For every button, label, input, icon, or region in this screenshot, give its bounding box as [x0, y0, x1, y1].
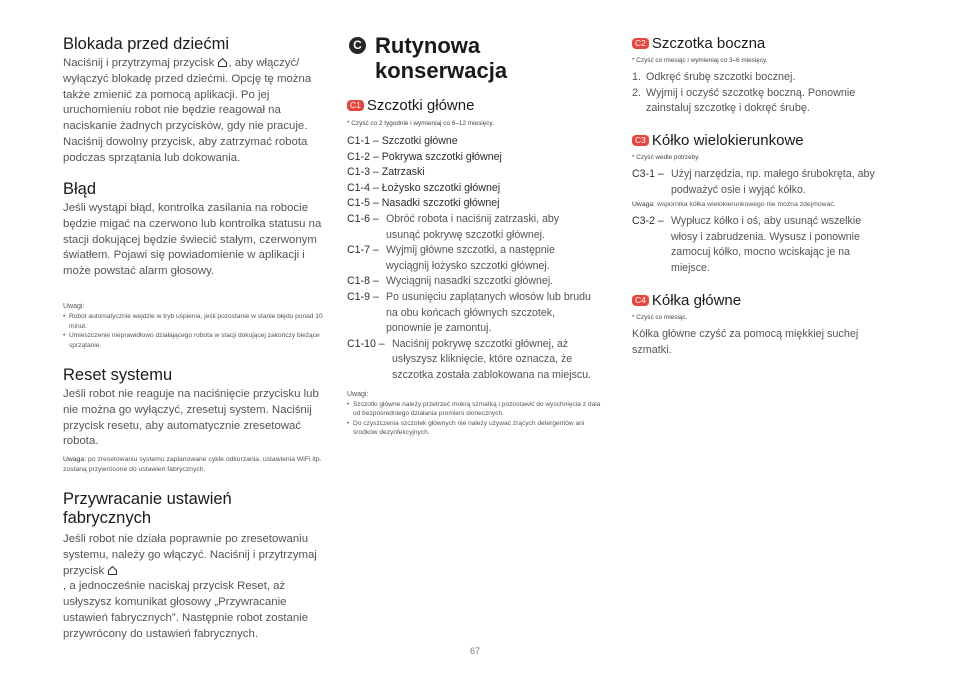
error-notes: [63, 302, 325, 350]
main-wheels-text: Kółka główne czyść za pomocą miękkiej suchej szmatki.: [632, 328, 859, 356]
main-wheels-section: [632, 292, 890, 358]
c1-badge: C1: [347, 100, 364, 111]
step-c1-7: C1-7 – Wyjmij główne szczotki, a następnie wyciągnij łożysko szczotki głównej.: [347, 244, 555, 272]
child-lock-text: Naciśnij i przytrzymaj przycisk , aby włączyć/ wyłączyć blokadę przed dziećmi. Opcję tę można także zmienić za pomocą aplikacji. Po jej uruchomieniu robot nie będzie reagował na naciskanie żadnych przycisków, gdy nie pracuje. Naciśnij dowolny przycisk, aby zatrzymać robota podczas sprzątania lub dokowania.: [63, 57, 312, 164]
main-wheels-heading: C4 Kółka główne: [632, 292, 890, 310]
side-brush-schedule: * Czyść co miesiąc i wymieniaj co 3–6 miesięcy.: [632, 57, 768, 64]
error-note: • Robot automatycznie wejdzie w tryb uśpienia, jeśli pozostanie w stanie błędu ponad 10 minut.: [63, 312, 325, 331]
part-item: C1-3 – Zatrzaski: [347, 166, 425, 179]
side-brush-section: [632, 35, 890, 117]
main-brushes-notes-label: Uwagi:: [347, 390, 369, 398]
brush-note: • Szczotki główne należy przetrzeć mokrą szmatką i pozostawić do wyschnięcia z dala od bezpośredniego działania promieni słonecznych.: [347, 400, 605, 419]
step-c1-6: C1-6 – Obróć robota i naciśnij zatrzaski, aby usunąć pokrywę szczotki głównej.: [347, 212, 560, 241]
main-brushes-notes-list: [347, 400, 605, 438]
brush-note: • Do czyszczenia szczotek głównych nie należy używać żrących detergentów ani środków dezynfekcyjnych.: [347, 419, 605, 438]
part-item: C1-5 – Nasadki szczotki głównej: [347, 197, 500, 210]
part-item: C1-1 – Szczotki główne: [347, 135, 458, 147]
reset-note: Uwaga: po zresetowaniu systemu zaplanowane cykle odkurzania, ustawienia WiFi itp. zostaną przywrócone do ustawień fabrycznych.: [63, 456, 322, 473]
error-notes-label: Uwagi:: [63, 303, 85, 310]
error-text: Jeśli wystąpi błąd, kontrolka zasilania na robocie będzie migać na czerwono lub kontrolka statusu na stacji dokującej będzie świecić stałym, czerwonym światłem. Pojawi się powiadomienie w aplikacji i może powstać alarm głosowy.: [63, 202, 322, 278]
factory-reset-heading: Przywracanie ustawień fabrycznych: [63, 490, 232, 527]
error-note: • Umieszczenie nieprawidłowo działającego robota w stacji dokującej zakończy bieżące sprzątanie.: [63, 331, 325, 350]
main-brushes-schedule: * Czyść co 2 tygodnie i wymieniaj co 6–12 miesięcy.: [347, 120, 494, 127]
step-c3-2: C3-2 – Wypłucz kółko i oś, aby usunąć wszelkie włosy i zabrudzenia. Wysusz i ponownie zamocuj kółko, mocno wciskając je na miejsce.: [632, 215, 862, 274]
omni-wheel-section: [632, 132, 890, 277]
side-brush-step: 1. Odkręć śrubę szczotki bocznej.: [632, 71, 796, 83]
main-brushes-parts: [347, 134, 605, 212]
step-c1-9: C1-9 – Po usunięciu zaplątanych włosów lub brudu na obu końcach głównych szczotek, ponownie je zamontuj.: [347, 290, 591, 335]
main-wheels-schedule: * Czyść co miesiąc.: [632, 314, 688, 321]
side-brush-heading: C2 Szczotka boczna: [632, 35, 890, 53]
reset-text: Jeśli robot nie reaguje na naciśnięcie przycisku lub nie można go wyłączyć, zresetuj system. Naciśnij przycisk resetu, aby automatycznie zresetować robota.: [63, 388, 319, 448]
omni-wheel-note: Uwaga: wspornika kółka wielokierunkowego nie można zdejmować.: [632, 201, 836, 209]
step-c3-1: C3-1 – Użyj narzędzia, np. małego śrubokręta, aby podważyć osie i wyjąć kółko.: [632, 168, 875, 196]
step-c1-8: C1-8 – Wyciągnij nasadki szczotki głównej.: [347, 275, 554, 288]
main-brushes-section: [347, 97, 605, 438]
c2-badge: C2: [632, 38, 649, 49]
omni-wheel-schedule: * Czyść wedle potrzeby.: [632, 154, 700, 161]
section-title-text: Rutynowa konserwacja: [375, 33, 508, 83]
home-button-icon: [107, 565, 118, 576]
part-item: C1-2 – Pokrywa szczotki głównej: [347, 150, 502, 163]
c4-badge: C4: [632, 295, 649, 306]
main-brushes-notes: [347, 390, 605, 438]
child-lock-heading: Blokada przed dziećmi: [63, 35, 229, 53]
side-brush-steps: [632, 70, 890, 117]
part-item: C1-4 – Łożysko szczotki głównej: [347, 181, 501, 194]
c3-badge: C3: [632, 135, 649, 146]
main-brushes-heading: C1 Szczotki główne: [347, 97, 605, 115]
home-button-icon: [217, 57, 228, 68]
side-brush-step: 2. Wyjmij i oczyść szczotkę boczną. Ponownie zainstaluj szczotkę i dokręć śrubę.: [632, 86, 856, 115]
factory-reset-text: Jeśli robot nie działa poprawnie po zresetowaniu systemu, należy go włączyć. Naciśnij i przytrzymaj przycisk , a jednocześnie naciskaj przycisk Reset, aż usłyszysz komunikat głosowy „Przywracanie ustawień fabrycznych”. Następnie robot zostanie przywrócony do ustawień fabrycznych.: [63, 533, 317, 640]
error-heading: Błąd: [63, 180, 97, 198]
page-number: 67: [470, 646, 481, 656]
omni-wheel-heading: C3 Kółko wielokierunkowe: [632, 132, 890, 150]
error-notes-list: [63, 312, 325, 350]
step-c1-10: C1-10 – Naciśnij pokrywę szczotki głównej, aż usłyszysz kliknięcie, które oznacza, że szczotka została zablokowana na miejscu.: [347, 337, 592, 381]
section-letter-badge: C: [349, 37, 366, 54]
reset-heading: Reset systemu: [63, 366, 173, 384]
